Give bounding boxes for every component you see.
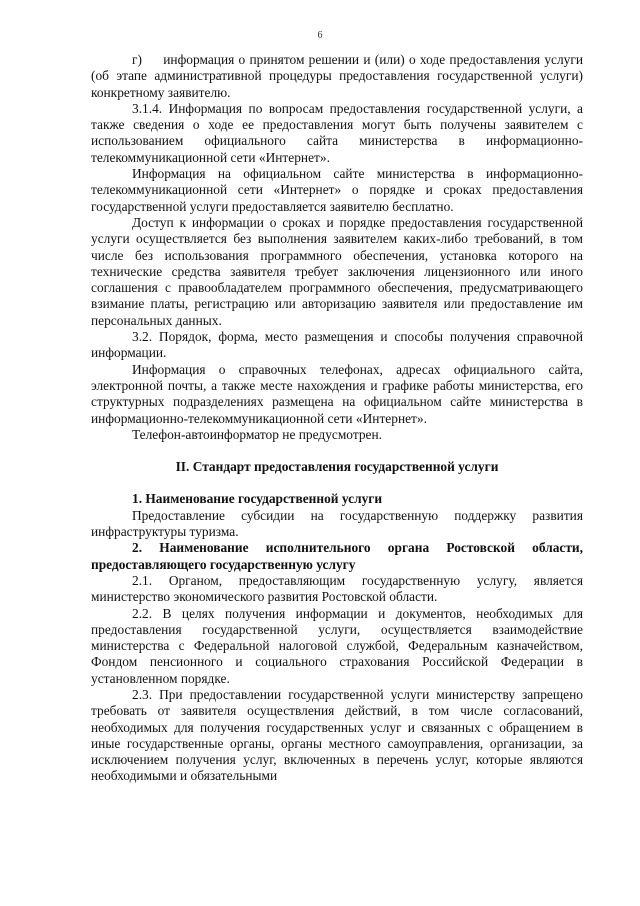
paragraph-3-2: 3.2. Порядок, форма, место размещения и способы получения справочной информации.	[91, 329, 583, 361]
subheading-authority-name: 2. Наименование исполнительного органа Ростовской области, предоставляющего государственную услугу	[91, 540, 583, 572]
paragraph-3-1-4: 3.1.4. Информация по вопросам предоставления государственной услуги, а также сведения о ходе ее предоставления могут быть получены заявителем с использованием официального сайта министерства в информационно-телекоммуникационной сети «Интернет».	[91, 100, 583, 165]
paragraph-2-1: 2.1. Органом, предоставляющим государственную услугу, является министерство экономического развития Ростовской области.	[91, 572, 583, 605]
subheading-service-name: 1. Наименование государственной услуги	[132, 491, 383, 507]
section-heading: II. Стандарт предоставления государственной услуги	[175, 459, 499, 475]
paragraph-autoinformer: Телефон-автоинформатор не предусмотрен.	[132, 426, 382, 442]
paragraph-2-3: 2.3. При предоставлении государственной услуги министерству запрещено требовать от заявителя осуществления действий, в том числе согласований, необходимых для получения государственных услуг и связанных с обращением в иные государственные органы, органы местного самоуправления, организации, за исключением получения услуг, включенных в перечень услуг, которые являются необходимыми и обязательными	[91, 686, 583, 784]
paragraph-reference-phones: Информация о справочных телефонах, адресах официального сайта, электронной почты, а также месте нахождения и графике работы министерства, его структурных подразделениях размещена на официальном сайте министерства в информационно-телекоммуникационной сети «Интернет».	[91, 361, 583, 426]
paragraph-official-site-info: Информация на официальном сайте министерства в информационно-телекоммуникационной сети «Интернет» о порядке и сроках предоставления государственной услуги предоставляется заявителю бесплатно.	[91, 166, 583, 214]
paragraph-item-g: г) информация о принятом решении и (или) о ходе предоставления услуги (об этапе административной процедуры предоставления государственной услуги) конкретному заявителю.	[91, 52, 583, 100]
paragraph-2-2: 2.2. В целях получения информации и документов, необходимых для предоставления государственной услуги, осуществляется взаимодействие министерства с Федеральной налоговой службой, Федеральным казначейством, Фондом пенсионного и социального страхования Российской Федерации в установленном порядке.	[91, 605, 583, 686]
paragraph-service-name: Предоставление субсидии на государственную поддержку развития инфраструктуры туризма.	[91, 507, 583, 540]
paragraph-access-to-info: Доступ к информации о сроках и порядке предоставления государственной услуги осуществляется без выполнения заявителем каких-либо требований, в том числе без использования программного обеспечения, установка которого на технические средства заявителя требует заключения лицензионного или иного соглашения с правообладателем программного обеспечения, предусматривающего взимание платы, регистрацию или авторизацию заявителя или предоставление им персональных данных.	[91, 214, 583, 328]
page-number: 6	[317, 30, 323, 41]
document-body	[91, 52, 583, 785]
